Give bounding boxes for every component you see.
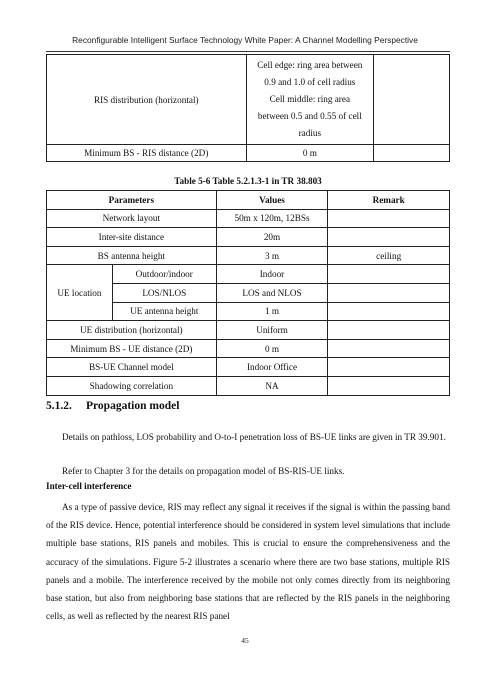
- table-row: [47, 209, 450, 228]
- table-row: [47, 339, 450, 358]
- table-cell: [246, 55, 374, 145]
- paragraph-pathloss: Details on pathloss, LOS probability and O-to-I penetration loss of BS-UE links are given in TR 39.901.: [62, 432, 446, 442]
- table-row: [47, 145, 450, 162]
- header-parameters: Parameters: [47, 191, 217, 210]
- table-cell: 0 m: [216, 339, 328, 358]
- table-row: [47, 246, 450, 265]
- header-remark: Remark: [328, 191, 450, 210]
- table-cell: LOS/NLOS: [112, 283, 216, 302]
- table-cell: 50m x 120m, 12BSs: [216, 209, 328, 228]
- table-cell: UE distribution (horizontal): [47, 321, 217, 340]
- table-cell: Minimum BS - UE distance (2D): [47, 339, 217, 358]
- table-cell: [328, 358, 450, 377]
- table-row: [47, 376, 450, 395]
- cell-line: 0.9 and 1.0 of cell radius: [264, 77, 356, 87]
- cell-line: between 0.5 and 0.55 of cell: [257, 111, 362, 121]
- header-values: Values: [216, 191, 328, 210]
- section-title: Propagation model: [86, 400, 180, 412]
- table-row: [47, 228, 450, 247]
- table-cell: [328, 339, 450, 358]
- table-cell: BS antenna height: [47, 246, 217, 265]
- table-cell: ceiling: [328, 246, 450, 265]
- group-cell-ue-location: UE location: [47, 265, 113, 321]
- table-cell: UE antenna height: [112, 302, 216, 321]
- table-cell: Inter-site distance: [47, 228, 217, 247]
- table-cell: [328, 376, 450, 395]
- table-cell: [328, 228, 450, 247]
- cell-line: radius: [298, 128, 322, 138]
- running-header: Reconfigurable Intelligent Surface Technology White Paper: A Channel Modelling Perspective: [72, 35, 418, 45]
- table-cell: Indoor: [216, 265, 328, 284]
- table-cell: [374, 55, 450, 145]
- table-cell: [328, 209, 450, 228]
- table-cell: Network layout: [47, 209, 217, 228]
- table-caption: Table 5-6 Table 5.2.1.3-1 in TR 38.803: [174, 176, 322, 186]
- table-cell: [328, 321, 450, 340]
- table-cell: [328, 302, 450, 321]
- table-cell: Uniform: [216, 321, 328, 340]
- table-cell: 0 m: [246, 145, 374, 162]
- header-rule: [46, 51, 450, 52]
- table-row: [47, 55, 450, 145]
- continued-table: [46, 54, 450, 162]
- parameters-table: [46, 190, 450, 396]
- section-number: 5.1.2.: [46, 400, 72, 412]
- table-cell: RIS distribution (horizontal): [47, 55, 247, 145]
- cell-line: Cell edge: ring area between: [257, 60, 363, 70]
- table-cell: 3 m: [216, 246, 328, 265]
- table-cell: Indoor Office: [216, 358, 328, 377]
- table-cell: 20m: [216, 228, 328, 247]
- table-cell: [374, 145, 450, 162]
- table-row: [47, 265, 450, 284]
- section-heading: [46, 400, 179, 412]
- table-header-row: [47, 191, 450, 210]
- table-cell: Outdoor/indoor: [112, 265, 216, 284]
- table-cell: NA: [216, 376, 328, 395]
- table-cell: LOS and NLOS: [216, 283, 328, 302]
- paragraph-refer: Refer to Chapter 3 for the details on propagation model of BS-RIS-UE links.: [62, 466, 345, 476]
- table-cell: Minimum BS - RIS distance (2D): [47, 145, 247, 162]
- table-cell: Shadowing correlation: [47, 376, 217, 395]
- table-cell: 1 m: [216, 302, 328, 321]
- table-row: [47, 358, 450, 377]
- paragraph-interference: As a type of passive device, RIS may reflect any signal it receives if the signal is within the passing band of the RIS device. Hence, potential interference should be considered in system level simulations that include multiple base stations, RIS panels and mobiles. This is crucial to ensure the comprehensiveness and the accuracy of the simulations. Figure 5-2 illustrates a scenario where there are two base stations, multiple RIS panels and a mobile. The interference received by the mobile not only comes directly from its neighboring base station, but also from neighboring base stations that are reflected by the RIS panels in the neighboring cells, as well as reflected by the nearest RIS panel: [46, 502, 450, 622]
- page-number: 45: [241, 636, 249, 645]
- cell-line: Cell middle: ring area: [269, 94, 351, 104]
- table-cell: [328, 283, 450, 302]
- subsection-heading: Inter-cell interference: [46, 481, 132, 491]
- table-cell: BS-UE Channel model: [47, 358, 217, 377]
- table-cell: [328, 265, 450, 284]
- table-row: [47, 321, 450, 340]
